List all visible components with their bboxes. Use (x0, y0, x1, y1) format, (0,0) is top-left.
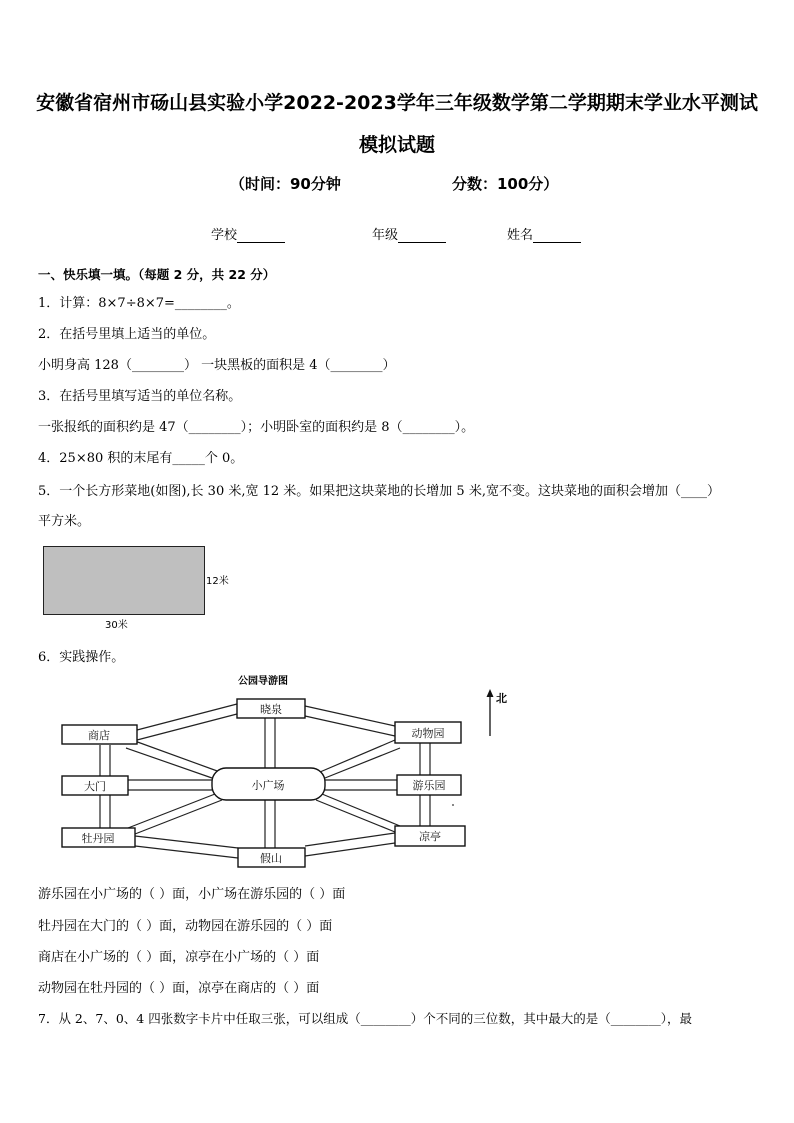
section-heading: 一、快乐填一填。（每题 2 分，共 22 分） (38, 267, 276, 282)
question-6-c: 商店在小广场的（ ）面，凉亭在小广场的（ ）面 (38, 950, 320, 965)
school-blank[interactable] (237, 229, 285, 243)
north-label: 北 (496, 692, 507, 705)
school-label: 学校 (211, 228, 238, 243)
question-7: 7．从 2、7、0、4 四张数字卡片中任取三张，可以组成（________）个不同的三位数，其中最大的是（________），最 (38, 1011, 692, 1026)
question-3: 3．在括号里填写适当的单位名称。 (38, 389, 242, 404)
question-1: 1．计算：8×7÷8×7=________。 (38, 296, 240, 311)
question-6: 6．实践操作。 (38, 650, 125, 665)
time-info: （时间：90分钟 (230, 175, 341, 193)
park-map-title: 公园导游图 (238, 676, 288, 687)
node-amusement-label: 游乐园 (412, 779, 446, 792)
name-blank[interactable] (533, 229, 581, 243)
node-gate-label: 大门 (84, 780, 106, 793)
question-5: 5．一个长方形菜地(如图),长 30 米,宽 12 米。如果把这块菜地的长增加 5 米,宽不变。这块菜地的面积会增加（____） (38, 484, 720, 499)
question-2: 2．在括号里填上适当的单位。 (38, 327, 216, 342)
width-label: 12米 (206, 576, 229, 587)
node-center-label: 小广场 (251, 779, 285, 792)
node-peony-label: 牡丹园 (81, 832, 115, 845)
question-2-items: 小明身高 128（________） 一块黑板的面积是 4（________） (38, 358, 396, 373)
score-info: 分数：100分） (452, 175, 559, 193)
grade-field[interactable] (372, 224, 446, 243)
school-field[interactable] (211, 224, 285, 243)
question-3-items: 一张报纸的面积约是 47（________）；小明卧室的面积约是 8（________）。 (38, 420, 475, 435)
park-map (40, 668, 520, 868)
node-top-label: 晓泉 (260, 703, 282, 716)
title-line-1: 安徽省宿州市砀山县实验小学2022-2023学年三年级数学第二学期期末学业水平测试 (36, 92, 758, 114)
length-label: 30米 (105, 620, 128, 631)
name-field[interactable] (507, 224, 581, 243)
node-shop-label: 商店 (88, 729, 110, 742)
question-5-cont: 平方米。 (38, 514, 91, 529)
question-6-a: 游乐园在小广场的（ ）面，小广场在游乐园的（ ）面 (38, 887, 346, 902)
node-zoo-label: 动物园 (411, 727, 445, 740)
grade-label: 年级 (372, 228, 399, 243)
title-line-2: 模拟试题 (358, 134, 435, 156)
question-6-b: 牡丹园在大门的（ ）面，动物园在游乐园的（ ）面 (38, 919, 333, 934)
question-4: 4．25×80 积的末尾有_____个 0。 (38, 451, 244, 466)
grade-blank[interactable] (398, 229, 446, 243)
map-dot (452, 804, 454, 806)
node-rockery-label: 假山 (260, 852, 282, 865)
name-label: 姓名 (507, 228, 534, 243)
question-6-d: 动物园在牡丹园的（ ）面，凉亭在商店的（ ）面 (38, 981, 320, 996)
vegetable-field-rectangle (43, 546, 205, 615)
node-pavilion-label: 凉亭 (419, 830, 441, 843)
